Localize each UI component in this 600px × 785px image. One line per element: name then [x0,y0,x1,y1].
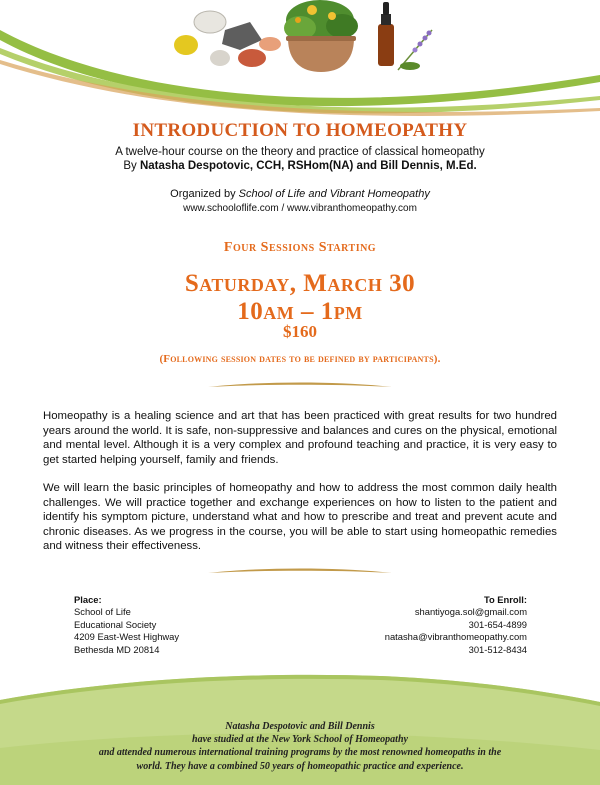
enroll-contacts [385,594,527,656]
place-heading: Place: [74,594,102,605]
sessions-heading: Four Sessions Starting [223,240,377,255]
place-line-3: 4209 East-West Highway [74,631,180,643]
enroll-heading: To Enroll: [483,594,527,605]
place-line-2: Educational Society [74,618,157,630]
place-line-4: Bethesda MD 20814 [74,643,160,655]
divider-bottom [0,566,600,580]
organizer-names: School of Life and Vibrant Homeopathy [238,188,430,200]
paragraph-course-content: We will learn the basic principles of homeopathy and how to address the most common daily health challenges. We will practice together and exchange experiences on how to listen to the patient and identify his symptom picture, understand what and how to prescribe and treat and prevent acute and chronic diseases. As we progress in the course, you will be able to start using homeopathic remedies and witness their effectiveness. [43,482,557,552]
enroll-email-1[interactable]: shantiyoga.sol@gmail.com [414,606,527,618]
following-dates-note: (Following session dates to be defined by participants). [159,353,441,365]
session-time: 10am – 1pm [237,298,363,325]
paragraph-intro: Homeopathy is a healing science and art that has been practiced with great results for two hundred years around the world. It is safe, non-suppressive and balances and cures on the physical, emotional and mental level. Although it is a very complex and profound teaching and practice, it is very easy to get started helping yourself, family and friends. [43,410,557,466]
organized-by [0,188,600,200]
bio-line-2: have studied at the New York School of Homeopathy [192,734,408,746]
bio-line-3: and attended numerous international training programs by the most renowned homeopaths in the [98,747,502,759]
bio-line-4: world. They have a combined 50 years of homeopathic practice and experience. [136,760,464,772]
remedies-header-image [170,0,440,78]
start-date: Saturday, March 30 [184,270,416,297]
website-links: www.schooloflife.com / www.vibranthomeopathy.com [183,203,417,214]
byline-prefix: By [123,160,140,172]
instructor-names: Natasha Despotovic, CCH, RSHom(NA) and Bill Dennis, M.Ed. [139,160,477,172]
organized-prefix: Organized by [170,188,239,200]
bio-line-1: Natasha Despotovic and Bill Dennis [225,721,375,732]
divider-top [0,379,600,393]
instructors-bio [0,720,600,773]
course-title: INTRODUCTION TO HOMEOPATHY [132,120,468,141]
course-price: $160 [283,322,317,341]
place-line-1: School of Life [74,606,131,618]
enroll-phone-1: 301-654-4899 [468,618,527,630]
course-subtitle: A twelve-hour course on the theory and practice of classical homeopathy [115,146,485,158]
enroll-email-2[interactable]: natasha@vibranthomeopathy.com [384,631,527,643]
enroll-phone-2: 301-512-8434 [468,643,527,655]
venue-address [74,594,179,656]
instructors-byline [0,160,600,172]
